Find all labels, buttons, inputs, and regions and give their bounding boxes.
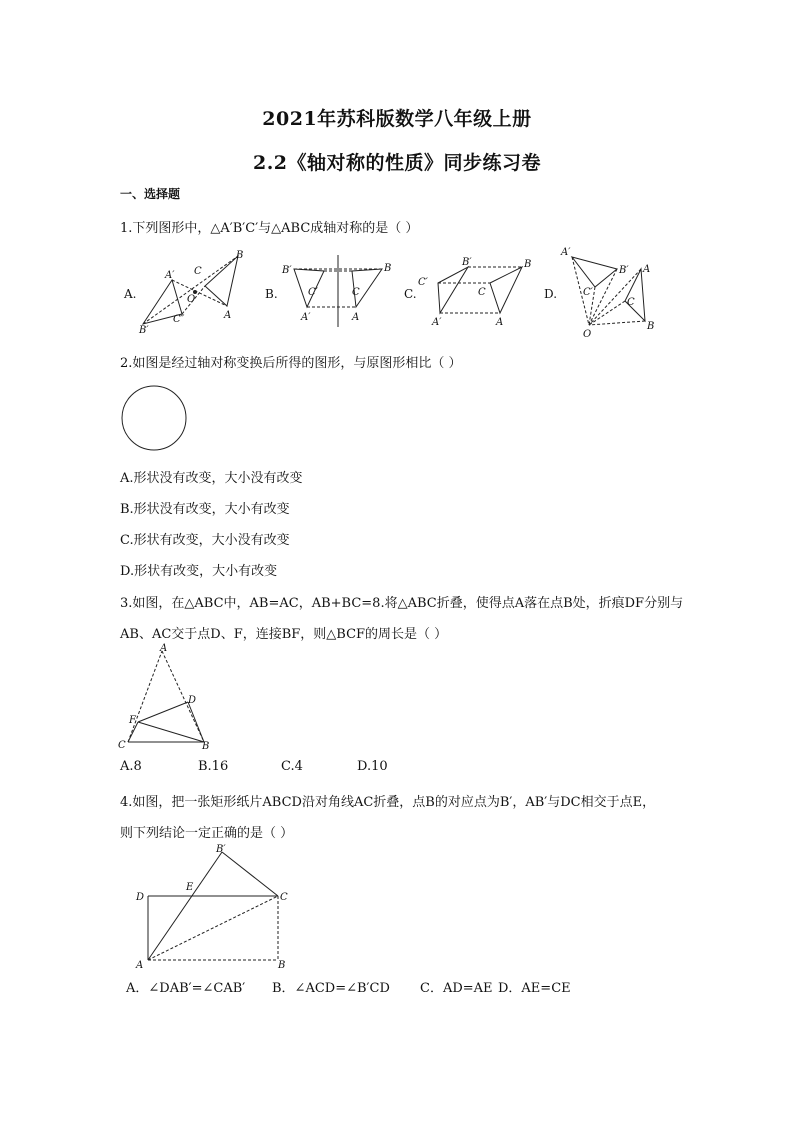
fig-a-triangle-abc: [205, 256, 238, 306]
fig-d-label-c: C: [627, 297, 635, 308]
fig-c-triangle: [490, 267, 522, 313]
fig-b-label-b-prime: B′: [282, 265, 292, 276]
q4-label-b-prime: B′: [216, 844, 226, 855]
q3-label-d: D: [188, 695, 197, 706]
fig-d-label-b: B: [647, 321, 655, 332]
q2-option-c: C.形状有改变，大小没有改变: [120, 533, 290, 548]
q4-option-c: C．AD=AE: [420, 981, 493, 996]
fig-c-label-c: C: [478, 287, 486, 298]
q1-option-a-label: A.: [124, 287, 137, 301]
q4-label-a: A: [136, 960, 144, 971]
question-4-stem-line1: 4.如图，把一张矩形纸片ABCD沿对角线AC折叠，点B的对应点为B′，AB′与DC相交于点E，: [120, 795, 656, 810]
fig-b-label-c: C: [352, 287, 360, 298]
q4-rectangle-figure: [132, 842, 302, 972]
q2-circle-figure: [120, 384, 190, 454]
q1-figure-d: [555, 245, 665, 340]
fig-c-label-a-prime: A′: [432, 317, 442, 328]
fig-c-label-b-prime: B′: [462, 257, 472, 268]
fig-b-label-c-prime: C′: [308, 287, 318, 298]
fig-a-label-a: A: [224, 310, 232, 321]
q1-option-c-label: C.: [404, 287, 417, 301]
q4-label-b: B: [278, 960, 286, 971]
q1-figure-c: [418, 255, 543, 335]
fig-c-label-c-prime: C′: [418, 277, 428, 288]
fig-a-label-c-prime: C″: [173, 314, 185, 325]
q2-option-a: A.形状没有改变，大小没有改变: [120, 471, 303, 486]
q4-option-a: A．∠DAB′=∠CAB′: [126, 981, 246, 996]
q3-label-b: B: [202, 741, 210, 752]
q1-figure-a: [135, 248, 255, 338]
fig-b-label-a: A: [352, 312, 360, 323]
fig-d-label-a: A: [643, 264, 651, 275]
question-3-stem-line2: AB、AC交于点D、F，连接BF，则△BCF的周长是（ ）: [120, 627, 448, 642]
section-heading: 一、选择题: [120, 187, 181, 201]
fig-a-label-a-prime: A′: [165, 270, 175, 281]
q3-option-a: A.8: [120, 759, 142, 774]
fig-d-label-b-prime: B′: [619, 265, 629, 276]
q4-label-d: D: [136, 892, 145, 903]
q3-option-b: B.16: [198, 759, 229, 774]
q4-option-b: B．∠ACD=∠B′CD: [272, 981, 390, 996]
fig-b-label-a-prime: A′: [301, 312, 311, 323]
q4-label-e: E: [186, 882, 194, 893]
fig-a-label-b-prime: B′: [139, 325, 149, 336]
q4-label-c: C: [280, 892, 288, 903]
q2-option-b: B.形状没有改变，大小有改变: [120, 502, 290, 517]
question-1-stem: 1.下列图形中，△A′B′C′与△ABC成轴对称的是（ ）: [120, 221, 419, 236]
fig-a-label-o: O: [187, 294, 196, 305]
question-4-stem-line2: 则下列结论一定正确的是（ ）: [120, 826, 294, 841]
q3-option-d: D.10: [357, 759, 388, 774]
fig-c-triangle-prime: [438, 267, 468, 313]
q1-option-d-label: D.: [544, 287, 558, 301]
q1-option-b-label: B.: [265, 287, 278, 301]
q3-triangle-figure: [118, 645, 218, 755]
fig-b-label-b: B: [384, 263, 392, 274]
q3-label-a: A: [160, 643, 168, 654]
q4-option-d: D．AE=CE: [498, 981, 571, 996]
question-3-stem-line1: 3.如图，在△ABC中，AB=AC，AB+BC=8.将△ABC折叠，使得点A落在点B处，折痕DF分别与: [120, 596, 684, 611]
fig-d-triangle: [625, 269, 645, 321]
page-title: 2021年苏科版数学八年级上册: [262, 108, 532, 130]
page-subtitle: 2.2《轴对称的性质》同步练习卷: [252, 152, 542, 174]
fig-c-label-a: A: [496, 317, 504, 328]
q3-label-f: F: [129, 715, 136, 726]
fig-d-label-c-prime: C′: [583, 287, 593, 298]
fig-c-label-b: B: [524, 259, 532, 270]
q3-option-c: C.4: [281, 759, 303, 774]
fig-a-label-c: C: [194, 266, 202, 277]
circle-shape: [122, 386, 186, 450]
q2-option-d: D.形状有改变，大小有改变: [120, 564, 278, 579]
q1-figure-b: [282, 255, 402, 330]
fig-d-label-a-prime: A′: [561, 247, 571, 258]
fig-d-label-o: O: [583, 329, 592, 340]
fig-a-label-b: B: [236, 250, 244, 261]
question-2-stem: 2.如图是经过轴对称变换后所得的图形，与原图形相比（ ）: [120, 356, 462, 371]
q3-label-c: C: [118, 740, 126, 751]
